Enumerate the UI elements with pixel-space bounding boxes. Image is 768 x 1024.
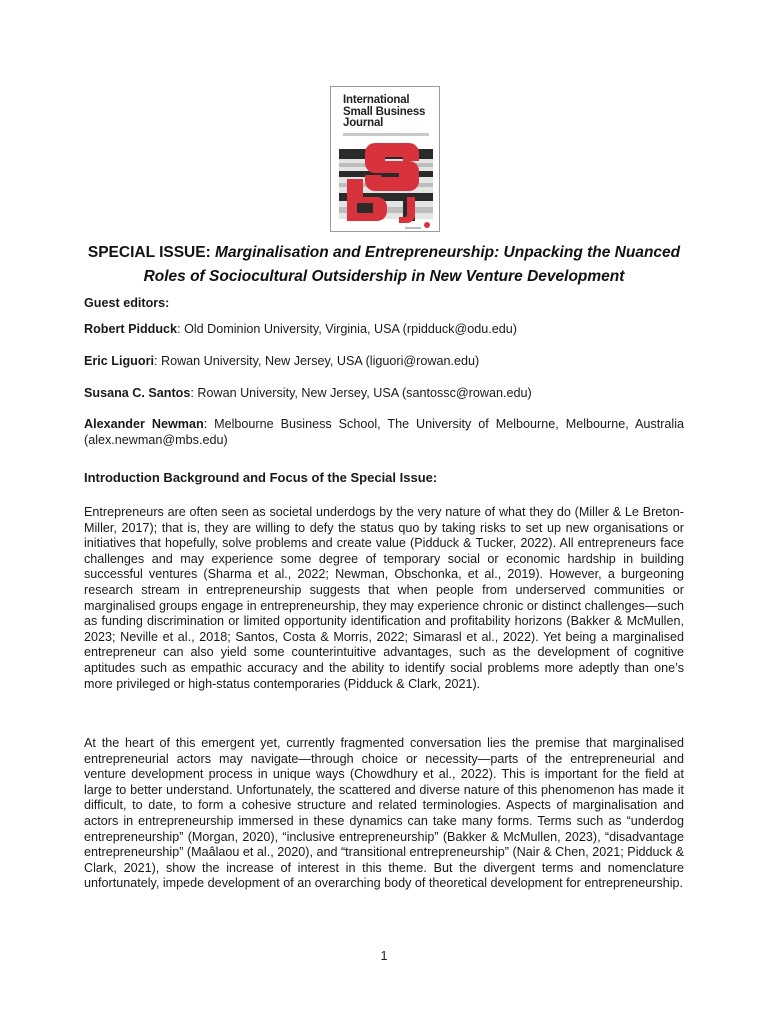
editor-detail: : Rowan University, New Jersey, USA (santossc@rowan.edu) [190,386,532,400]
editor-entry [84,322,684,338]
journal-cover [330,86,440,232]
editor-detail: : Rowan University, New Jersey, USA (liguori@rowan.edu) [153,354,480,368]
body-paragraph: Entrepreneurs are often seen as societal underdogs by the very nature of what they do (Miller & Le Breton-Miller, 2017); that is, they are willing to defy the status quo by taking risks to set up new organisations or initiatives that hopefully, solve problems and create value (Pidduck & Tucker, 2022). All entrepreneurs face challenges and may experience some degree of temporary social or economic hardship in building successful ventures (Sharma et al., 2022; Newman, Obschonka, et al., 2019). However, a burgeoning research stream in entrepreneurship suggests that when people from underserved communities or marginalised groups engage in entrepreneurship, they may experience chronic or distinct challenges—such as funding discrimination or limited opportunity identification and profitability horizons (Bakker & McMullen, 2023; Neville et al., 2018; Santos, Costa & Morris, 2022; Simarasl et al., 2022). Yet being a marginalised entrepreneur can also yield some counterintuitive advantages, such as the development of cognitive aptitudes such as empathic accuracy and the ability to identify social problems more adeptly than one’s more privileged or high-status contemporaries (Pidduck & Clark, 2021). [84,505,684,691]
title-lead: SPECIAL ISSUE: [87,244,216,261]
body-paragraph: At the heart of this emergent yet, currently fragmented conversation lies the premise that marginalised entrepreneurial actors may navigate—through choice or necessity—parts of the entrepreneurial and venture development process in unique ways (Chowdhury et al., 2022). This is important for the field at large to better understand. Unfortunately, the scattered and diverse nature of this phenomenon has made it difficult, to date, to form a cohesive structure and related terminologies. Aspects of marginalisation and actors in entrepreneurship immersed in these dynamics can take many forms. Terms such as “underdog entrepreneurship” (Morgan, 2020), “inclusive entrepreneurship” (Bakker & McMullen, 2023), “disadvantage entrepreneurship” (Maâlaou et al., 2020), and “transitional entrepreneurship” (Nair & Chen, 2021; Pidduck & Clark, 2021), show the increase of interest in this theme. But the divergent terms and nomenclature unfortunately, impede development of an overarching body of theoretical development for entrepreneurship. [84,736,684,891]
editor-name: Susana C. Santos [84,386,191,400]
editor-entry [84,354,684,370]
editor-entry [84,386,684,402]
cover-title-line: Small Business [343,105,426,118]
cover-title-line: International [343,94,410,106]
title-rest: Marginalisation and Entrepreneurship: Unpacking the Nuanced Roles of Sociocultural Outsidership in New Venture Development [143,244,681,285]
editor-detail: : Old Dominion University, Virginia, USA (rpidduck@odu.edu) [177,322,517,336]
page-number: 1 [380,949,388,963]
special-issue-title [84,241,684,289]
editor-detail: : Melbourne Business School, The University of Melbourne, Melbourne, Australia (alex.newman@mbs.edu) [84,417,684,447]
editor-name: Eric Liguori [84,354,154,368]
editor-entry [84,417,684,448]
cover-subtitle-bar [343,133,429,136]
editor-name: Robert Pidduck [84,322,178,336]
cover-title-line: Journal [343,117,384,129]
guest-editors-label: Guest editors: [84,296,170,310]
editor-name: Alexander Newman [84,417,204,431]
journal-cover-title [343,95,425,130]
section-heading: Introduction Background and Focus of the Special Issue: [84,470,438,485]
